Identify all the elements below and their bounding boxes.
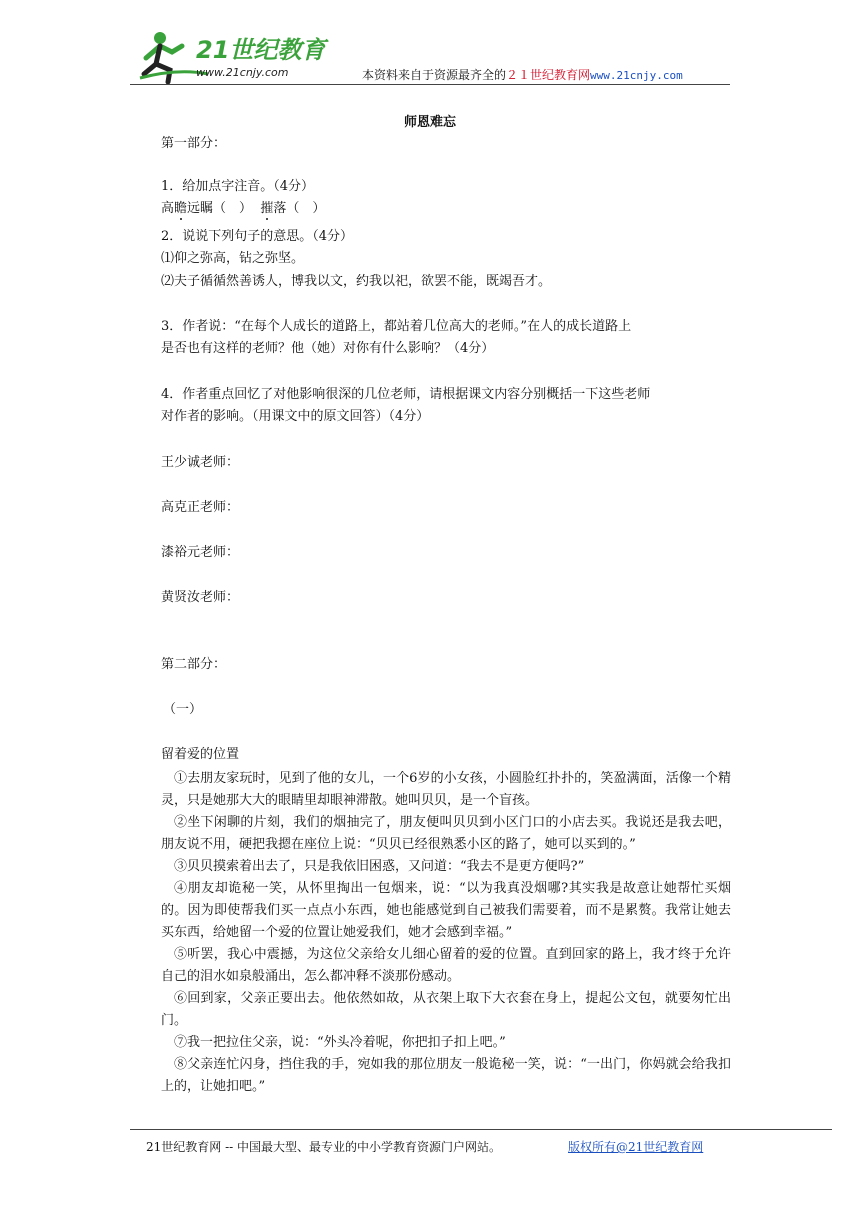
- story-paragraph-7: ⑦我一把拉住父亲，说：“外头冷着呢，你把扣子扣上吧。”: [174, 1035, 506, 1050]
- header-source-prefix: 本资料来自于资源最齐全的: [362, 68, 507, 82]
- question-1-words: 高瞻远瞩（ ） 摧落（ ）: [161, 201, 326, 216]
- question-1: 1．给加点字注音。（4分）: [161, 179, 315, 194]
- part2-heading: 第二部分：: [161, 657, 227, 672]
- question-2-a: ⑴仰之弥高，钻之弥坚。: [161, 251, 305, 266]
- question-4-line2: 对作者的影响。（用课文中的原文回答）（4分）: [161, 409, 430, 424]
- question-3-line2: 是否也有这样的老师？他（她）对你有什么影响？（4分）: [161, 341, 495, 356]
- story-paragraph-5: ⑤听罢，我心中震撼，为这位父亲给女儿细心留着的爱的位置。直到回家的路上，我才终于允许自己的泪水如泉般涌出，怎么都冲释不淡那份感动。: [161, 947, 731, 984]
- story-paragraph-3: ③贝贝摸索着出去了，只是我依旧困惑，又问道：“我去不是更方便吗?”: [174, 859, 585, 874]
- part1-heading: 第一部分：: [161, 136, 227, 151]
- footer-text: 21世纪教育网 -- 中国最大型、最专业的中小学教育资源门户网站。: [146, 1140, 502, 1154]
- story-title: 留着爱的位置: [161, 747, 240, 762]
- header-site-name[interactable]: ２１世纪教育网: [506, 68, 591, 82]
- question-4-line1: 4．作者重点回忆了对他影响很深的几位老师，请根据课文内容分别概括一下这些老师: [161, 387, 651, 402]
- story-paragraph-6: ⑥回到家，父亲正要出去。他依然如故，从衣架上取下大衣套在身上，提起公文包，就要匆忙出门。: [161, 991, 731, 1028]
- svg-text:21世纪教育: 21世纪教育: [196, 36, 326, 64]
- story-paragraph-2: ②坐下闲聊的片刻，我们的烟抽完了，朋友便叫贝贝到小区门口的小店去买。我说还是我去吧，朋友说不用，硬把我摁在座位上说：“贝贝已经很熟悉小区的路了，她可以买到的。”: [161, 815, 731, 852]
- story-paragraph-4: ④朋友却诡秘一笑，从怀里掏出一包烟来，说：“以为我真没烟哪?其实我是故意让她帮忙买烟的。因为即使帮我们买一点点小东西，她也能感觉到自己被我们需要着，而不是累赘。我常让她去买东西，给她留一个爱的位置让她爱我们，她才会感到幸福。”: [161, 881, 731, 940]
- dotted-char-2: 摧: [260, 201, 274, 216]
- footer-divider: [130, 1129, 832, 1130]
- section-label: （一）: [163, 702, 203, 717]
- header-source-line: [362, 66, 683, 83]
- teacher-wang: 王少诚老师：: [161, 455, 240, 470]
- teacher-gao: 高克正老师：: [161, 500, 240, 515]
- story-paragraph-8: ⑧父亲连忙闪身，挡住我的手，宛如我的那位朋友一般诡秘一笑，说：“一出门，你妈就会给我扣上的，让她扣吧。”: [161, 1057, 731, 1094]
- question-3-line1: 3．作者说：“在每个人成长的道路上，都站着几位高大的老师。”在人的成长道路上: [161, 319, 632, 334]
- document-title: 师恩难忘: [403, 115, 456, 130]
- header-divider: [130, 84, 730, 85]
- question-2: 2．说说下列句子的意思。（4分）: [161, 229, 354, 244]
- teacher-qi: 漆裕元老师：: [161, 545, 240, 560]
- teacher-huang: 黄贤汝老师：: [161, 590, 240, 605]
- site-logo: [138, 28, 338, 86]
- question-2-b: ⑵夫子循循然善诱人，博我以文，约我以祀，欲罢不能，既竭吾才。: [161, 274, 552, 289]
- footer-copyright-link[interactable]: 版权所有@21世纪教育网: [568, 1140, 704, 1154]
- header-site-url[interactable]: www.21cnjy.com: [590, 69, 683, 82]
- svg-text:www.21cnjy.com: www.21cnjy.com: [196, 66, 289, 79]
- story-paragraph-1: ①去朋友家玩时，见到了他的女儿，一个6岁的小女孩，小圆脸红扑扑的，笑盈满面，活像一个精灵，只是她那大大的眼睛里却眼神滞散。她叫贝贝，是一个盲孩。: [161, 771, 731, 808]
- dotted-char-1: 瞻: [174, 201, 188, 216]
